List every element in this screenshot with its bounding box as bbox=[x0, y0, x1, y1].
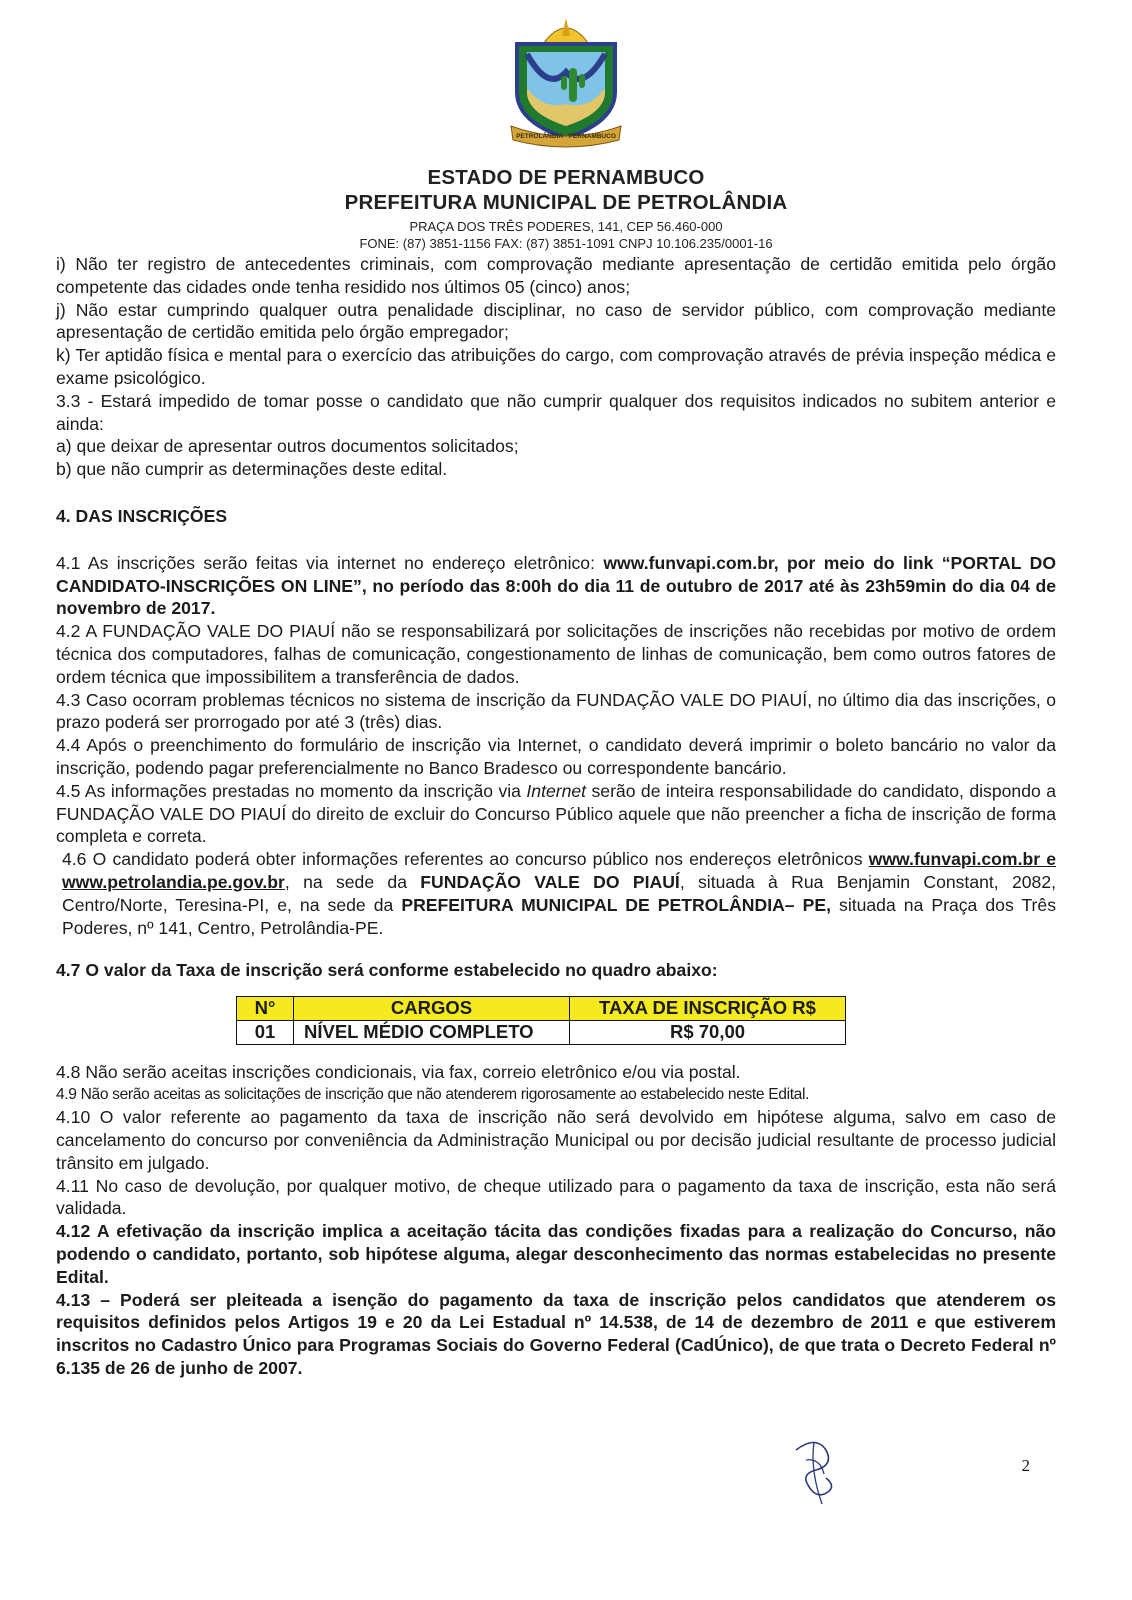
paragraph-3-3: 3.3 - Estará impedido de tomar posse o candidato que não cumprir qualquer dos requisitos indicados no subitem anterior e ainda: bbox=[56, 390, 1056, 434]
paragraph-4-12: 4.12 A efetivação da inscrição implica a aceitação tácita das condições fixadas para a realização do Concurso, não podendo o candidato, portanto, sob hipótese alguma, alegar desconhecimento das normas estabelecidas no presente Edital. bbox=[56, 1221, 1056, 1287]
header-fee: TAXA DE INSCRIÇÃO R$ bbox=[570, 997, 846, 1021]
paragraph-4-3: 4.3 Caso ocorram problemas técnicos no sistema de inscrição da FUNDAÇÃO VALE DO PIAUÍ, no último dia das inscrições, o prazo poderá ser prorrogado por até 3 (três) dias. bbox=[56, 689, 1056, 733]
item-i: i) Não ter registro de antecedentes criminais, com comprovação mediante apresentação de certidão emitida pelo órgão competente das cidades onde tenha residido nos últimos 05 (cinco) anos; bbox=[56, 254, 1056, 297]
item-b: b) que não cumprir as determinações deste edital. bbox=[56, 459, 448, 480]
paragraph-4-5 bbox=[56, 780, 1056, 848]
fee-table bbox=[236, 996, 846, 1045]
section-heading: 4. DAS INSCRIÇÕES bbox=[56, 505, 228, 526]
p46-rest: situada na Praça dos Três Poderes, nº 141, Centro, Petrolândia-PE. bbox=[62, 894, 1056, 938]
paragraph-4-7: 4.7 O valor da Taxa de inscrição será conforme estabelecido no quadro abaixo: bbox=[56, 960, 718, 981]
paragraph-4-8: 4.8 Não serão aceitas inscrições condicionais, via fax, correio eletrônico e/ou via postal. bbox=[56, 1061, 741, 1082]
crest-banner-text: PETROLÂNDIA - PERNAMBUCO bbox=[516, 133, 616, 140]
address-line: PRAÇA DOS TRÊS PODERES, 141, CEP 56.460-000 bbox=[409, 219, 723, 234]
website-links[interactable]: www.funvapi.com.br e www.petrolandia.pe.gov.br bbox=[62, 849, 1056, 892]
contact-line: FONE: (87) 3851-1156 FAX: (87) 3851-1091 CNPJ 10.106.235/0001-16 bbox=[359, 236, 773, 251]
p41-bold: www.funvapi.com.br, por meio do link “PORTAL DO CANDIDATO-INSCRIÇÕES ON LINE”, no período das 8:00h do dia 11 de outubro de 2017 até às 23h59min do dia 04 de novembro de 2017. bbox=[56, 552, 1057, 619]
municipal-coat-of-arms bbox=[503, 14, 629, 154]
item-j: j) Não estar cumprindo qualquer outra penalidade disciplinar, no caso de servidor público, com comprovação mediante apresentação de certidão emitida pelo órgão empregador; bbox=[56, 299, 1056, 343]
city-hall-title: PREFEITURA MUNICIPAL DE PETROLÂNDIA bbox=[344, 191, 788, 214]
paragraph-4-6 bbox=[56, 848, 1056, 939]
paragraph-4-1 bbox=[56, 552, 1056, 620]
row-position: NÍVEL MÉDIO COMPLETO bbox=[294, 1020, 570, 1044]
p46-org1: FUNDAÇÃO VALE DO PIAUÍ bbox=[420, 871, 680, 892]
p46-mid: , na sede da bbox=[284, 871, 421, 892]
p46-lead: 4.6 O candidato poderá obter informações referentes ao concurso público nos endereços eletrônicos bbox=[62, 849, 869, 870]
header-positions: CARGOS bbox=[294, 997, 570, 1021]
paragraph-4-11: 4.11 No caso de devolução, por qualquer motivo, de cheque utilizado para o pagamento da taxa de inscrição, esta não será validada. bbox=[56, 1175, 1056, 1219]
p45-italic: Internet bbox=[526, 780, 587, 801]
p46-mid2: , situada à Rua Benjamin Constant, 2082, Centro/Norte, Teresina-PI, e, na sede da bbox=[62, 871, 1056, 915]
handwritten-initials bbox=[786, 1430, 846, 1510]
paragraph-4-4: 4.4 Após o preenchimento do formulário de inscrição via Internet, o candidato deverá imprimir o boleto bancário no valor da inscrição, podendo pagar preferencialmente no Banco Bradesco ou correspondente bancário. bbox=[56, 735, 1056, 778]
p46-org2: PREFEITURA MUNICIPAL DE PETROLÂNDIA– PE, bbox=[401, 894, 831, 915]
p41-lead: 4.1 As inscrições serão feitas via internet no endereço eletrônico: bbox=[56, 552, 604, 573]
item-k: k) Ter aptidão física e mental para o exercício das atribuições do cargo, com comprovação através de prévia inspeção médica e exame psicológico. bbox=[56, 345, 1056, 388]
header-number: N° bbox=[237, 997, 294, 1021]
document-body bbox=[56, 253, 1056, 1380]
row-fee: R$ 70,00 bbox=[570, 1020, 846, 1044]
p45-rest: serão de inteira responsabilidade do candidato, dispondo a FUNDAÇÃO VALE DO PIAUÍ do direito de excluir do Concurso Público aquele que não preencher a ficha de inscrição de forma completa e correta. bbox=[56, 780, 1056, 847]
item-a: a) que deixar de apresentar outros documentos solicitados; bbox=[56, 436, 519, 457]
state-title: ESTADO DE PERNAMBUCO bbox=[427, 166, 705, 189]
table-row bbox=[237, 1020, 846, 1044]
paragraph-4-10: 4.10 O valor referente ao pagamento da taxa de inscrição não será devolvido em hipótese alguma, salvo em caso de cancelamento do concurso por conveniência da Administração Municipal ou por decisão judicial resultante de processo judicial trânsito em julgado. bbox=[56, 1107, 1056, 1173]
paragraph-4-13: 4.13 – Poderá ser pleiteada a isenção do pagamento da taxa de inscrição pelos candidatos que atenderem os requisitos definidos pelos Artigos 19 e 20 da Lei Estadual nº 14.538, de 14 de dezembro de 2011 e que estiverem inscritos no Cadastro Único para Programas Sociais do Governo Federal (CadÚnico), de que trata o Decreto Federal nº 6.135 de 26 de junho de 2007. bbox=[56, 1289, 1056, 1379]
fee-table-header bbox=[237, 997, 846, 1021]
p45-lead: 4.5 As informações prestadas no momento da inscrição via bbox=[56, 780, 527, 801]
paragraph-4-2: 4.2 A FUNDAÇÃO VALE DO PIAUÍ não se responsabilizará por solicitações de inscrições não recebidas por motivo de ordem técnica dos computadores, falhas de comunicação, congestionamento de linhas de comunicação, bem como outros fatores de ordem técnica que impossibilitem a transferência de dados. bbox=[56, 621, 1056, 687]
row-number: 01 bbox=[237, 1020, 294, 1044]
page-number: 2 bbox=[1021, 1456, 1030, 1475]
paragraph-4-9: 4.9 Não serão aceitas as solicitações de inscrição que não atenderem rigorosamente ao estabelecido neste Edital. bbox=[56, 1085, 810, 1103]
